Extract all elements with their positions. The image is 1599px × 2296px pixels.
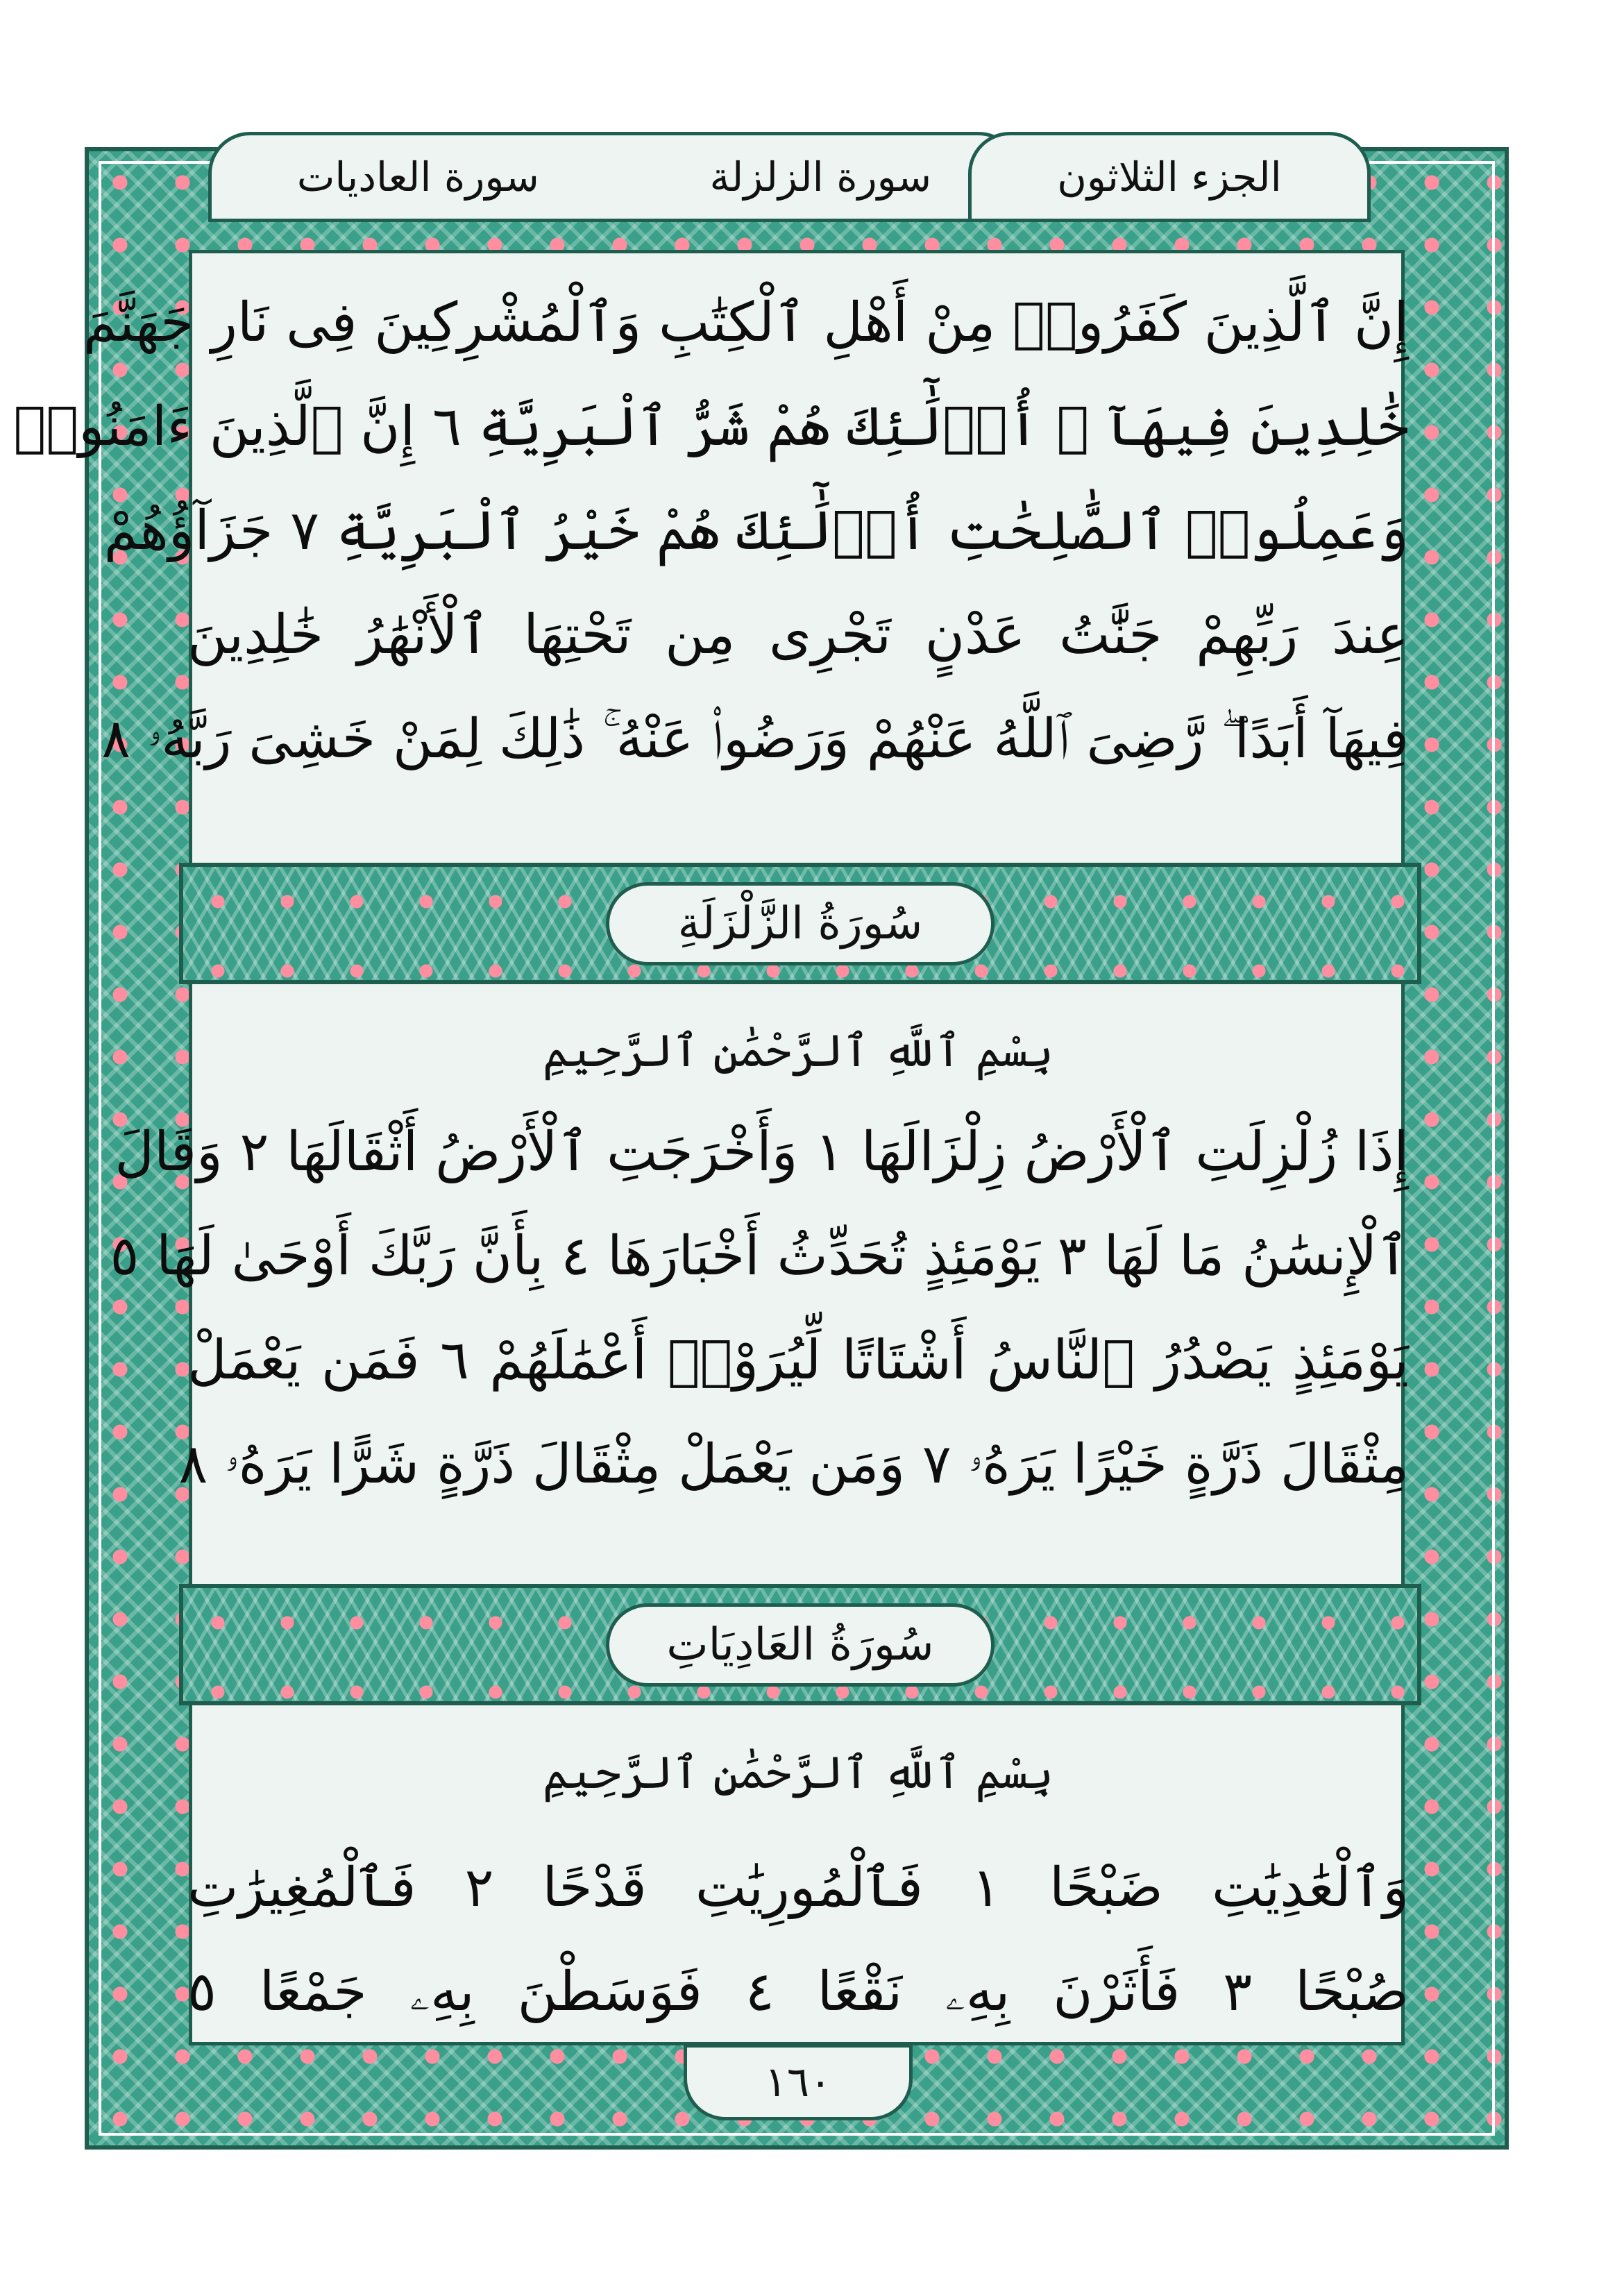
page-number-label: ١٦٠ xyxy=(764,2058,832,2107)
header-surah-b: سورة العاديات xyxy=(296,153,539,201)
verse-line: إِنَّ ٱلَّذِينَ كَفَرُوا۟ مِنْ أَهْلِ ٱلْكِتَٰبِ وَٱلْمُشْرِكِينَ فِى نَارِ جَهَنَّمَ xyxy=(83,292,1409,354)
header-surah-names xyxy=(208,132,1020,222)
verse-line: مِثْقَالَ ذَرَّةٍ خَيْرًا يَرَهُۥ ٧ وَمَن يَعْمَلْ مِثْقَالَ ذَرَّةٍ شَرًّا يَرَهُۥ ٨ xyxy=(178,1433,1409,1496)
header-surah-a: سورة الزلزلة xyxy=(709,153,932,201)
surah-banner-adiyat xyxy=(179,1584,1421,1705)
page-number xyxy=(684,2044,913,2120)
verses-adiyat xyxy=(187,1836,1409,2044)
verse-line: عِندَ رَبِّهِمْ جَنَّٰتُ عَدْنٍ تَجْرِى مِن تَحْتِهَا ٱلْأَنْهَٰرُ خَٰلِدِينَ xyxy=(187,604,1409,666)
verse-line: إِذَا زُلْزِلَتِ ٱلْأَرْضُ زِلْزَالَهَا ١ وَأَخْرَجَتِ ٱلْأَرْضُ أَثْقَالَهَا ٢ وَقَالَ xyxy=(115,1121,1409,1183)
surah-title: سُورَةُ العَادِيَاتِ xyxy=(606,1603,995,1687)
verse-line: يَوْمَئِذٍ يَصْدُرُ ٱلنَّاسُ أَشْتَاتًا لِّيُرَوْا۟ أَعْمَٰلَهُمْ ٦ فَمَن يَعْمَلْ xyxy=(187,1329,1409,1392)
surah-title: سُورَةُ الزَّلْزَلَةِ xyxy=(606,882,995,965)
header-juz-label: الجزء الثلاثون xyxy=(1057,153,1282,201)
verse-line: وَعَمِلُوا۟ ٱلصَّٰلِحَٰتِ أُو۟لَٰٓئِكَ هُمْ خَيْرُ ٱلْبَرِيَّةِ ٧ جَزَآؤُهُمْ xyxy=(103,500,1409,562)
verse-line: فِيهَآ أَبَدًا ۖ رَّضِىَ ٱللَّهُ عَنْهُمْ وَرَضُوا۟ عَنْهُ ۚ ذَٰلِكَ لِمَنْ خَشِىَ رَبَّهُۥ ٨ xyxy=(101,708,1409,770)
verse-line: ٱلْإِنسَٰنُ مَا لَهَا ٣ يَوْمَئِذٍ تُحَدِّثُ أَخْبَارَهَا ٤ بِأَنَّ رَبَّكَ أَوْحَىٰ لَهَا ٥ xyxy=(110,1225,1409,1288)
verses-top xyxy=(13,271,1409,791)
verse-line: خَٰلِدِينَ فِيهَآ ۚ أُو۟لَٰٓئِكَ هُمْ شَرُّ ٱلْبَرِيَّةِ ٦ إِنَّ ٱلَّذِينَ ءَامَنُوا۟ xyxy=(13,396,1409,458)
verse-line: وَٱلْعَٰدِيَٰتِ ضَبْحًا ١ فَٱلْمُورِيَٰتِ قَدْحًا ٢ فَٱلْمُغِيرَٰتِ xyxy=(187,1857,1409,1919)
verse-line: صُبْحًا ٣ فَأَثَرْنَ بِهِۦ نَقْعًا ٤ فَوَسَطْنَ بِهِۦ جَمْعًا ٥ xyxy=(187,1961,1409,2023)
verses-zalzalah xyxy=(110,1100,1409,1517)
header-juz xyxy=(968,132,1371,222)
surah-banner-zalzalah xyxy=(179,863,1421,984)
basmala: بِسْمِ ٱللَّهِ ٱلرَّحْمَٰنِ ٱلرَّحِيمِ xyxy=(542,1748,1054,1799)
basmala: بِسْمِ ٱللَّهِ ٱلرَّحْمَٰنِ ٱلرَّحِيمِ xyxy=(542,1026,1054,1077)
